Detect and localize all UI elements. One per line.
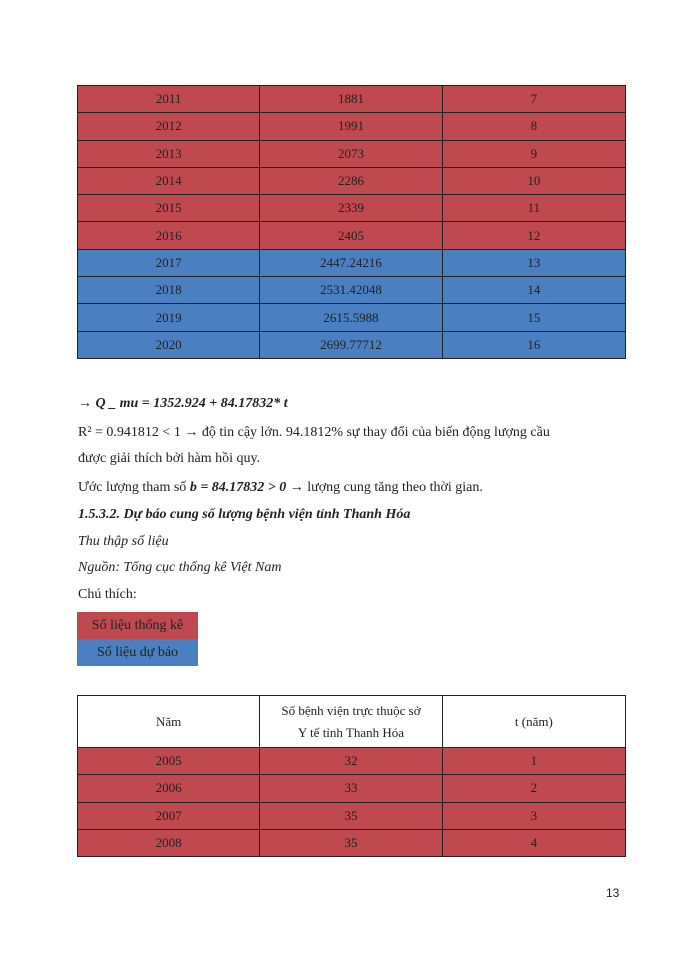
cell-year: 2014 — [78, 167, 260, 194]
cell-year: 2018 — [78, 277, 260, 304]
legend-stat: Số liệu thống kê — [77, 612, 198, 639]
table-row — [78, 304, 626, 331]
cell-year: 2020 — [78, 331, 260, 358]
section-heading: 1.5.3.2. Dự báo cung số lượng bệnh viện tỉnh Thanh Hóa — [78, 507, 411, 522]
r-squared-text-cont: được giải thích bởi hàm hồi quy. — [78, 451, 261, 466]
collect-label: Thu thập số liệu — [78, 534, 169, 549]
cell-value: 2339 — [260, 195, 442, 222]
forecast-table-supply — [77, 85, 626, 359]
cell-value: 2286 — [260, 167, 442, 194]
table-row — [78, 140, 626, 167]
cell-year: 2005 — [78, 748, 260, 775]
cell-value: 33 — [260, 775, 442, 802]
cell-t: 4 — [442, 829, 625, 856]
cell-year: 2011 — [78, 86, 260, 113]
table-row — [78, 113, 626, 140]
cell-year: 2012 — [78, 113, 260, 140]
cell-t: 1 — [442, 748, 625, 775]
page-number: 13 — [606, 886, 620, 900]
cell-value: 35 — [260, 829, 442, 856]
cell-value: 1991 — [260, 113, 442, 140]
cell-year: 2016 — [78, 222, 260, 249]
r-squared-text: R² = 0.941812 < 1 → độ tin cậy lớn. 94.1812% sự thay đổi của biến động lượng cầu — [78, 425, 550, 440]
cell-t: 8 — [442, 113, 625, 140]
cell-t: 13 — [442, 249, 625, 276]
table-row — [78, 249, 626, 276]
cell-value: 2447.24216 — [260, 249, 442, 276]
table-row — [78, 167, 626, 194]
table-row — [78, 331, 626, 358]
header-year: Năm — [78, 696, 260, 748]
cell-t: 11 — [442, 195, 625, 222]
hospital-table — [77, 695, 626, 857]
cell-year: 2013 — [78, 140, 260, 167]
note-label: Chú thích: — [78, 587, 137, 602]
cell-t: 15 — [442, 304, 625, 331]
cell-t: 16 — [442, 331, 625, 358]
cell-value: 35 — [260, 802, 442, 829]
table-row — [78, 86, 626, 113]
header-t: t (năm) — [442, 696, 625, 748]
cell-value: 2073 — [260, 140, 442, 167]
source-label: Nguồn: Tổng cục thống kê Việt Nam — [78, 560, 282, 575]
regression-formula: → Q _ mu = 1352.924 + 84.17832* t — [78, 396, 288, 411]
table-row — [78, 802, 626, 829]
table-row — [78, 277, 626, 304]
cell-year: 2015 — [78, 195, 260, 222]
cell-year: 2006 — [78, 775, 260, 802]
cell-value: 2405 — [260, 222, 442, 249]
table-row — [78, 195, 626, 222]
cell-value: 32 — [260, 748, 442, 775]
table-row — [78, 222, 626, 249]
cell-t: 2 — [442, 775, 625, 802]
cell-t: 3 — [442, 802, 625, 829]
cell-value: 2615.5988 — [260, 304, 442, 331]
cell-t: 9 — [442, 140, 625, 167]
cell-t: 12 — [442, 222, 625, 249]
cell-year: 2019 — [78, 304, 260, 331]
table-header-row — [78, 696, 626, 748]
cell-year: 2007 — [78, 802, 260, 829]
legend-forecast: Số liệu dự báo — [77, 639, 198, 666]
cell-value: 1881 — [260, 86, 442, 113]
cell-t: 14 — [442, 277, 625, 304]
table-row — [78, 829, 626, 856]
table-row — [78, 775, 626, 802]
cell-year: 2008 — [78, 829, 260, 856]
table-row — [78, 748, 626, 775]
cell-t: 7 — [442, 86, 625, 113]
cell-t: 10 — [442, 167, 625, 194]
cell-year: 2017 — [78, 249, 260, 276]
cell-value: 2699.77712 — [260, 331, 442, 358]
header-value: Số bệnh viện trực thuộc sở Y tế tỉnh Thanh Hóa — [260, 696, 442, 748]
cell-value: 2531.42048 — [260, 277, 442, 304]
estimate-text: Ước lượng tham số b = 84.17832 > 0 → lượng cung tăng theo thời gian. — [78, 480, 483, 495]
